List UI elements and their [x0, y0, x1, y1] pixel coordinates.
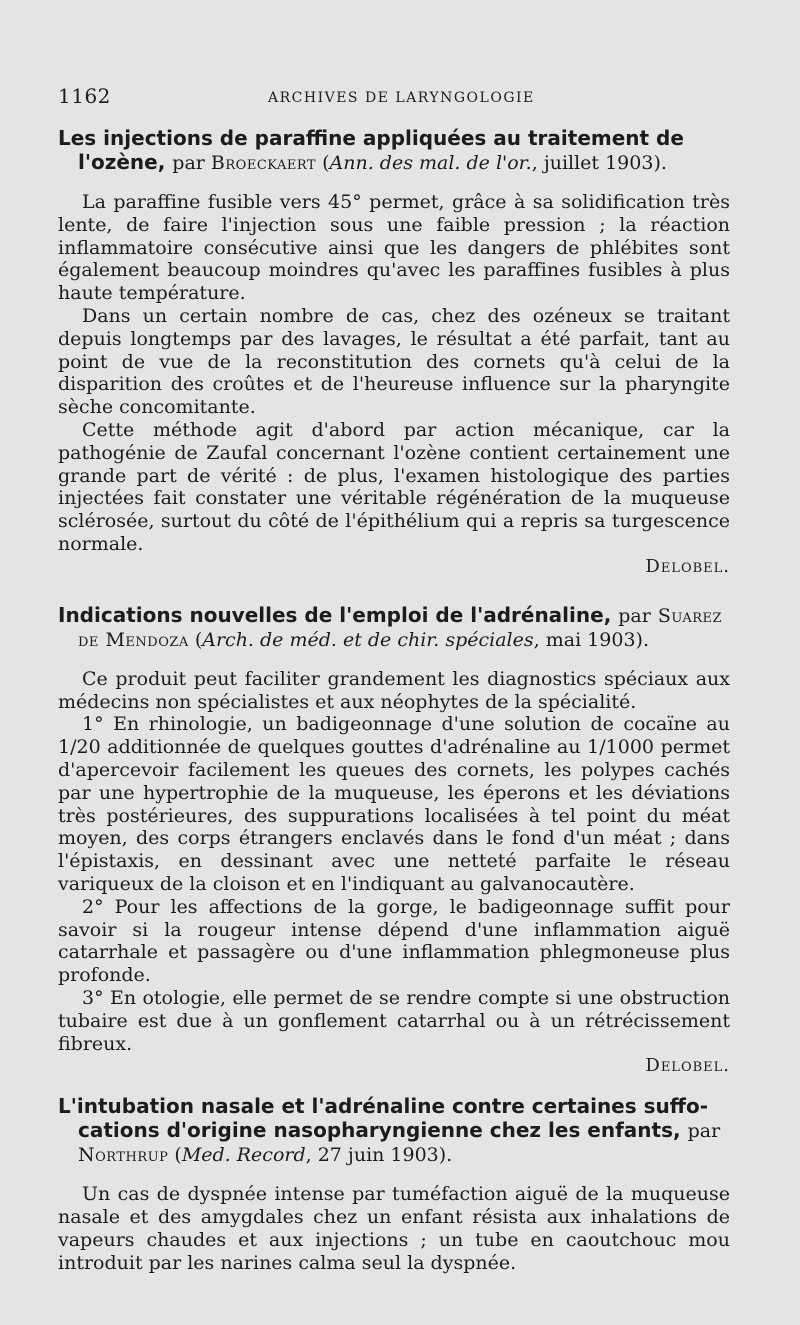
signature: Delobel.: [645, 1055, 730, 1077]
author-name: Suarez: [657, 604, 723, 627]
page-content: [58, 126, 730, 1274]
article-title: [58, 126, 730, 175]
title-line-1: Indications nouvelles de l'emploi de l'adrénaline,: [58, 602, 612, 627]
journal-name: Med. Record: [181, 1144, 306, 1167]
citation-by: par: [618, 604, 651, 627]
author-name-cont: de Mendoza: [78, 628, 189, 651]
running-title: ARCHIVES DE LARYNGOLOGIE: [268, 90, 535, 106]
signature: Delobel.: [645, 555, 730, 577]
author-name: Broeckaert: [210, 152, 317, 174]
citation-date: , juillet 1903).: [531, 152, 667, 174]
paragraph: La paraffine fusible vers 45° permet, grâce à sa solidification très lente, de faire l'injection sous une faible pression ; la réaction inflammatoire consécutive ainsi que les dangers de phlébites sont également beaucoup moindres qu'avec les paraffines fusibles à plus haute température.: [58, 191, 730, 305]
citation-by: par: [172, 152, 205, 174]
article-intubation: [58, 1094, 730, 1274]
article-title: L'intubation nasale et l'adrénaline contre certaines suffo- cations d'origine nasopharyngienne chez les enfants, par Northrup (Med. Record, 27 juin 1903).: [58, 1094, 721, 1167]
paragraph: Ce produit peut faciliter grandement les diagnostics spéciaux aux médecins non spécialistes et aux néophytes de la spécialité.: [58, 667, 730, 713]
author-name: Northrup: [78, 1144, 169, 1167]
title-line-1: Les injections de paraffine appliquées au traitement de: [58, 126, 684, 150]
title-line-2: l'ozène,: [78, 150, 166, 174]
paragraph: 2° Pour les affections de la gorge, le badigeonnage suffit pour savoir si la rougeur intense dépend d'une inflammation aiguë catarrhale et passagère ou d'une inflammation phlegmoneuse plus profonde.: [58, 895, 730, 987]
journal-name: Arch. de méd. et de chir. spéciales: [202, 628, 534, 651]
article-title: Indications nouvelles de l'emploi de l'adrénaline, par Suarez de Mendoza (Arch. de méd. et de chir. spéciales, mai 1903).: [58, 602, 723, 651]
citation: par Broeckaert (Ann. des mal. de l'or., juillet 1903).: [172, 152, 667, 174]
title-line-1: L'intubation nasale et l'adrénaline contre certaines suffo-: [58, 1094, 708, 1119]
article-paraffine: [58, 126, 730, 577]
article-adrenaline: [58, 603, 730, 1077]
paragraph: Un cas de dyspnée intense par tuméfaction aiguë de la muqueuse nasale et des amygdales chez un enfant résista aux inhalations de vapeurs chaudes et aux injections ; un tube en caoutchouc mou introduit par les narines calma seul la dyspnée.: [58, 1183, 730, 1274]
paragraph: 1° En rhinologie, un badigeonnage d'une solution de cocaïne au 1/20 additionnée de quelques gouttes d'adrénaline au 1/1000 permet d'apercevoir facilement les queues des cornets, les polypes cachés par une hypertrophie de la muqueuse, les éperons et les déviations très postérieures, des suppurations localisées à tel point du méat moyen, des corps étrangers enclavés dans le fond d'un méat ; dans l'épistaxis, en dessinant avec une netteté parfaite le réseau variqueux de la cloison et en l'indiquant au galvanocautère.: [58, 713, 730, 895]
paragraph: Cette méthode agit d'abord par action mécanique, car la pathogénie de Zaufal concernant l'ozène contient certainement une grande part de vérité : de plus, l'examen histologique des parties injectées fait constater une véritable régénération de la muqueuse sclérosée, surtout du côté de l'épithélium qui a repris sa turgescence normale.: [58, 418, 730, 555]
title-line-2: cations d'origine nasopharyngienne chez les enfants,: [78, 1118, 681, 1143]
paragraph: 3° En otologie, elle permet de se rendre compte si une obstruction tubaire est due à un gonflement catarrhal ou à un rétrécissement fibreux.: [58, 986, 730, 1055]
citation-date: , mai 1903).: [533, 628, 649, 651]
page-header: [58, 82, 748, 112]
citation-by: par: [687, 1120, 721, 1143]
citation-date: , 27 juin 1903).: [305, 1144, 453, 1167]
page-number: 1162: [58, 84, 111, 108]
paragraph: Dans un certain nombre de cas, chez des ozéneux se traitant depuis longtemps par des lavages, le résultat a été parfait, tant au point de vue de la reconstitution des cornets qu'à celui de la disparition des croûtes et de l'heureuse influence sur la pharyngite sèche concomitante.: [58, 304, 730, 419]
journal-name: Ann. des mal. de l'or.: [329, 152, 532, 174]
